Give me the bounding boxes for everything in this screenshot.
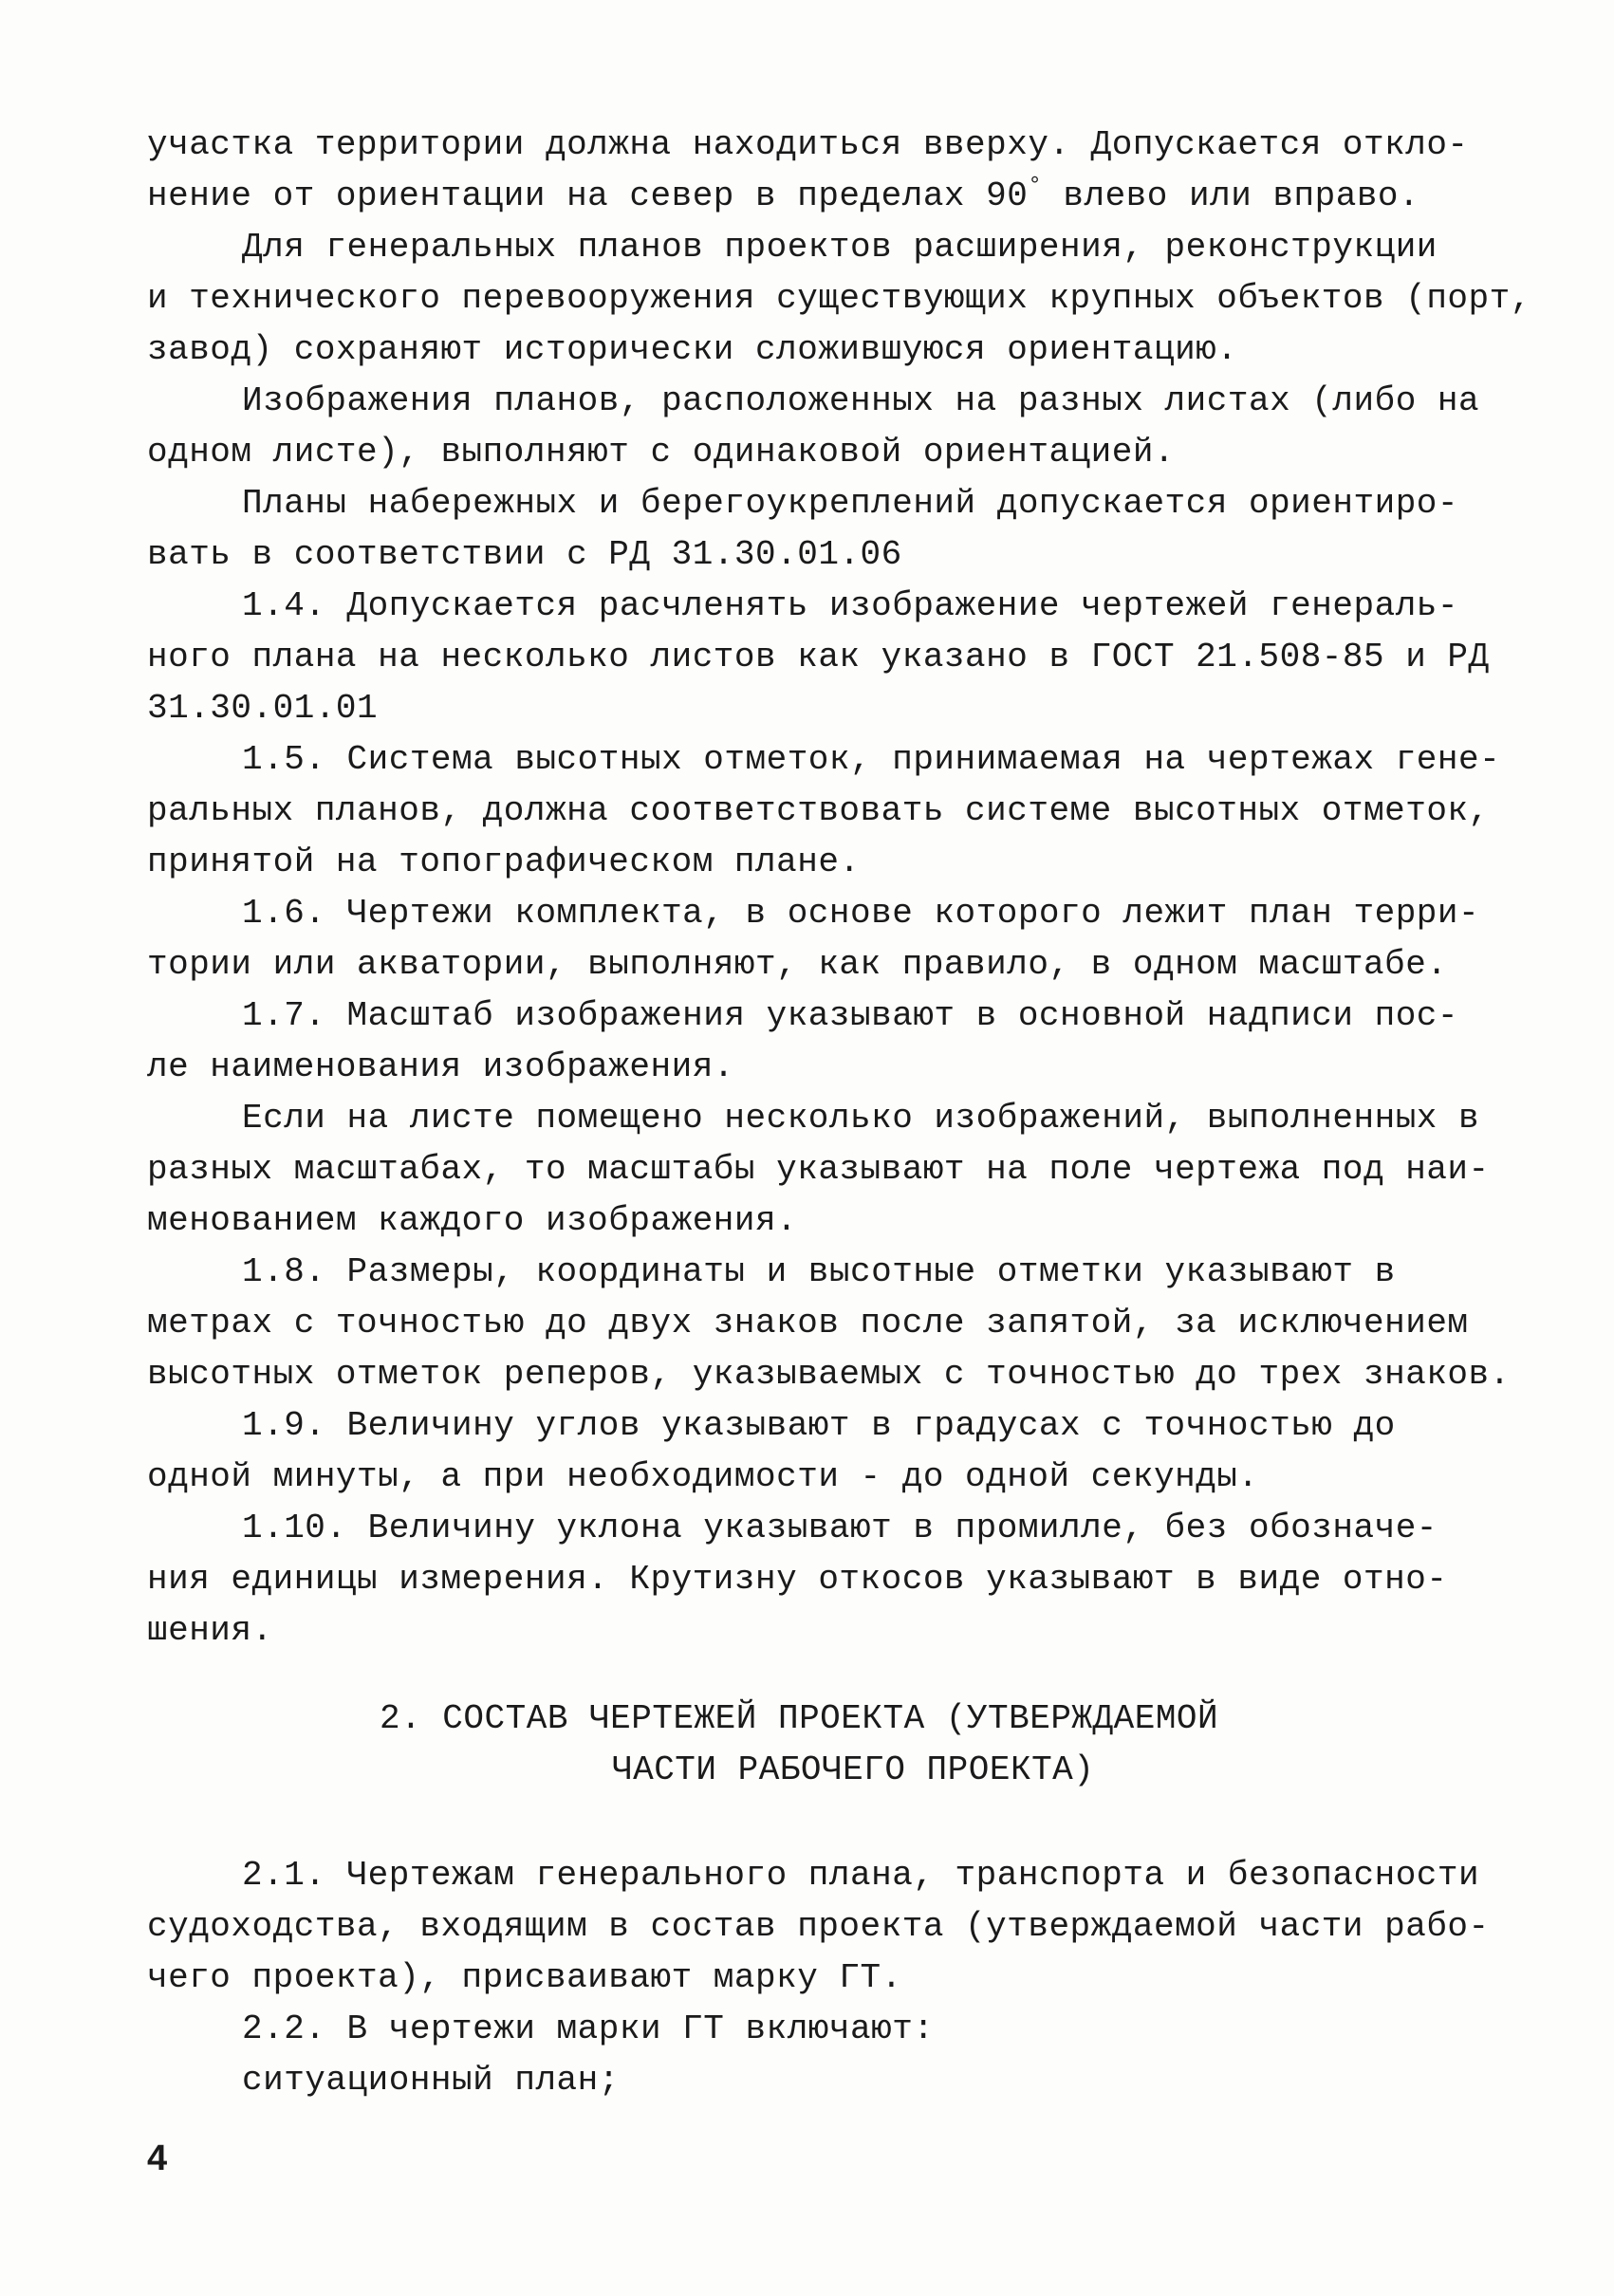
text-line: одной минуты, а при необходимости - до одной секунды. bbox=[147, 1457, 1259, 1496]
text-fragment: нение от ориентации на север в пределах 90 bbox=[147, 176, 1029, 215]
text-line: Изображения планов, расположенных на разных листах (либо на bbox=[242, 381, 1480, 420]
text-line: судоходства, входящим в состав проекта (утверждаемой части рабо- bbox=[147, 1907, 1490, 1946]
text-line: одном листе), выполняют с одинаковой ориентацией. bbox=[147, 433, 1176, 472]
text-line: 1.4. Допускается расчленять изображение чертежей генераль- bbox=[242, 586, 1459, 625]
text-line: вать в соответствии с РД 31.30.01.06 bbox=[147, 535, 902, 574]
text-line: ле наименования изображения. bbox=[147, 1047, 734, 1086]
text-line: 1.5. Система высотных отметок, принимаемая на чертежах гене- bbox=[242, 740, 1501, 779]
text-line: и технического перевооружения существующих крупных объектов (порт, bbox=[147, 279, 1531, 318]
text-line: Если на листе помещено несколько изображений, выполненных в bbox=[242, 1099, 1480, 1138]
text-line: 2.2. В чертежи марки ГТ включают: bbox=[242, 2009, 935, 2048]
text-line: менованием каждого изображения. bbox=[147, 1201, 798, 1240]
degree-mark: ° bbox=[1028, 174, 1043, 199]
section-heading: 2. СОСТАВ ЧЕРТЕЖЕЙ ПРОЕКТА (УТВЕРЖДАЕМОЙ bbox=[380, 1699, 1219, 1738]
section-heading: ЧАСТИ РАБОЧЕГО ПРОЕКТА) bbox=[612, 1750, 1095, 1789]
text-line: участка территории должна находиться вверху. Допускается откло- bbox=[147, 125, 1469, 164]
text-line: 1.8. Размеры, координаты и высотные отметки указывают в bbox=[242, 1252, 1396, 1291]
text-line: 1.9. Величину углов указывают в градусах с точностью до bbox=[242, 1406, 1396, 1445]
text-line bbox=[147, 171, 1419, 222]
text-line: тории или акватории, выполняют, как правило, в одном масштабе. bbox=[147, 945, 1448, 984]
text-line: ситуационный план; bbox=[242, 2061, 620, 2100]
text-line: чего проекта), присваивают марку ГТ. bbox=[147, 1958, 902, 1997]
text-line: 1.10. Величину уклона указывают в промилле, без обозначе- bbox=[242, 1509, 1438, 1547]
text-line: ральных планов, должна соответствовать системе высотных отметок, bbox=[147, 791, 1490, 830]
text-line: принятой на топографическом плане. bbox=[147, 842, 861, 881]
text-fragment: влево или вправо. bbox=[1042, 176, 1420, 215]
text-line: высотных отметок реперов, указываемых с точностью до трех знаков. bbox=[147, 1355, 1511, 1394]
text-line: ния единицы измерения. Крутизну откосов указывают в виде отно- bbox=[147, 1560, 1448, 1599]
text-line: 1.6. Чертежи комплекта, в основе которого лежит план терри- bbox=[242, 894, 1480, 933]
text-line: завод) сохраняют исторически сложившуюся ориентацию. bbox=[147, 330, 1238, 369]
text-line: 1.7. Масштаб изображения указывают в основной надписи пос- bbox=[242, 996, 1459, 1035]
text-line: ного плана на несколько листов как указано в ГОСТ 21.508-85 и РД bbox=[147, 638, 1490, 676]
text-line: разных масштабах, то масштабы указывают на поле чертежа под наи- bbox=[147, 1150, 1490, 1189]
page-number: 4 bbox=[147, 2139, 168, 2178]
text-line: метрах с точностью до двух знаков после запятой, за исключением bbox=[147, 1304, 1469, 1342]
text-line: Для генеральных планов проектов расширения, реконструкции bbox=[242, 228, 1438, 267]
text-line: Планы набережных и берегоукреплений допускается ориентиро- bbox=[242, 484, 1459, 523]
text-line: 31.30.01.01 bbox=[147, 689, 379, 728]
text-line: шения. bbox=[147, 1611, 273, 1650]
text-line: 2.1. Чертежам генерального плана, транспорта и безопасности bbox=[242, 1856, 1480, 1895]
